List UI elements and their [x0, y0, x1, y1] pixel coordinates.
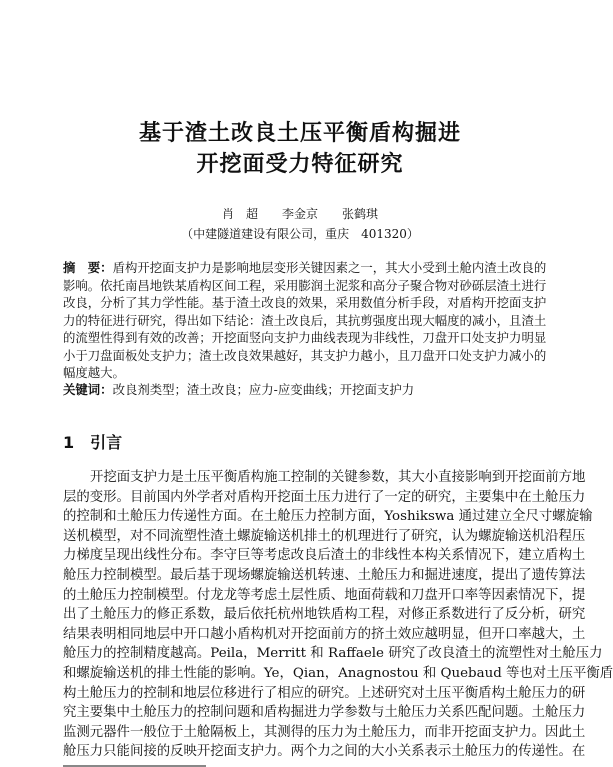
paper-title-line-2: 开挖面受力特征研究 — [196, 152, 404, 177]
section-title: 引言 — [90, 433, 123, 452]
body-line: 的控制和土舱压力传递性方面。在土舱压力控制方面，Yoshikswa 通过建立全尺寸螺旋输 — [63, 509, 593, 525]
abstract-line — [63, 365, 540, 381]
body-line: 舱压力控制模型。最后基于现场螺旋输送机转速、土舱压力和掘进速度，提出了遗传算法 — [63, 568, 586, 583]
keywords-label: 关键词： — [63, 382, 113, 397]
body-line: 开挖面支护力是土压平衡盾构施工控制的关键参数，其大小直接影响到开挖面前方地 — [90, 470, 586, 485]
keywords-text: 改良剂类型；渣土改良；应力-应变曲线；开挖面支护力 — [112, 382, 415, 397]
abstract-label: 摘 要： — [63, 260, 113, 275]
keywords — [63, 382, 540, 398]
body-line: 舱压力的控制精度越高。Peila，Merritt 和 Raffaele 研究了改良渣土的流塑性对土舱压力 — [63, 646, 603, 662]
abstract-line — [63, 295, 547, 311]
paper-title-line-1: 基于渣土改良土压平衡盾构掘进 — [138, 121, 461, 146]
body-line: 的土舱压力控制模型。付龙龙等考虑土层性质、地面荷载和刀盘开口率等因素情况下，提 — [63, 587, 586, 603]
body-line: 力梯度呈现出线性分布。李守巨等考虑改良后渣土的非线性本构关系情况下，建立盾构土 — [63, 548, 586, 564]
abstract-line — [63, 260, 547, 276]
abstract-line — [63, 347, 547, 364]
abstract-line-text: 力的特征进行研究，得出如下结论：渣土改良后，其抗剪强度出现大幅度的减小，且渣土 — [63, 312, 547, 328]
body-line: 结果表明相同地层中开口越小盾构机对开挖面前方的挤土效应越明显，但开口率越大，土 — [63, 626, 586, 642]
body-line: 构土舱压力的控制和地层位移进行了相应的研究。上述研究对土压平衡盾构土舱压力的研 — [63, 685, 586, 701]
abstract-line — [63, 330, 547, 346]
body-line: 和螺旋输送机的排土性能的影响。Ye，Qian，Anagnostou 和 Quebaud 等也对土压平衡盾 — [63, 666, 613, 681]
abstract-line-text: 改良，分析了其力学性能。基于渣土改良的效果，采用数值分析手段，对盾构开挖面支护 — [63, 295, 547, 310]
abstract-line-text: 小于刀盘面板处支护力；渣土改良效果越好，其支护力越小，且刀盘开口处支护力减小的 — [63, 347, 547, 363]
body-line: 监测元器件一般位于土舱隔板上，其测得的压力为土舱压力，而非开挖面支护力。因此土 — [63, 724, 586, 740]
abstract-line — [63, 312, 547, 329]
abstract-line-text: 的流塑性得到有效的改善；开挖面竖向支护力曲线表现为非线性，刀盘开口处支护力明显 — [63, 330, 547, 345]
abstract-line-text: 盾构开挖面支护力是影响地层变形关键因素之一，其大小受到土舱内渣土改良的 — [112, 260, 547, 275]
abstract-line — [63, 277, 547, 294]
section-heading — [63, 430, 122, 453]
body-line: 层的变形。目前国内外学者对盾构开挖面土压力进行了一定的研究，主要集中在土舱压力 — [63, 489, 586, 505]
abstract-line-text: 影响。依托南昌地铁某盾构区间工程，采用膨润土泥浆和高分子聚合物对砂砾层渣土进行 — [63, 277, 547, 293]
authors: 肖 超 李金京 张鹤琪 — [221, 207, 378, 221]
body-line: 送机模型，对不同流塑性渣土螺旋输送机排土的机理进行了研究，认为螺旋输送机沿程压 — [63, 528, 586, 544]
abstract-line-text: 幅度越大。 — [63, 365, 125, 380]
body-line: 究主要集中土舱压力的控制问题和盾构掘进力学参数与土舱压力关系匹配问题。土舱压力 — [63, 705, 586, 721]
section-number: 1 — [63, 433, 75, 452]
body-line: 舱压力只能间接的反映开挖面支护力。两个力之间的大小关系表示土舱压力的传递性。在 — [63, 744, 586, 760]
body-line: 出了土舱压力的修正系数，最后依托杭州地铁盾构工程，对修正系数进行了反分析，研究 — [63, 607, 586, 623]
affiliation: （中建隧道建设有限公司，重庆 401320） — [181, 227, 419, 241]
